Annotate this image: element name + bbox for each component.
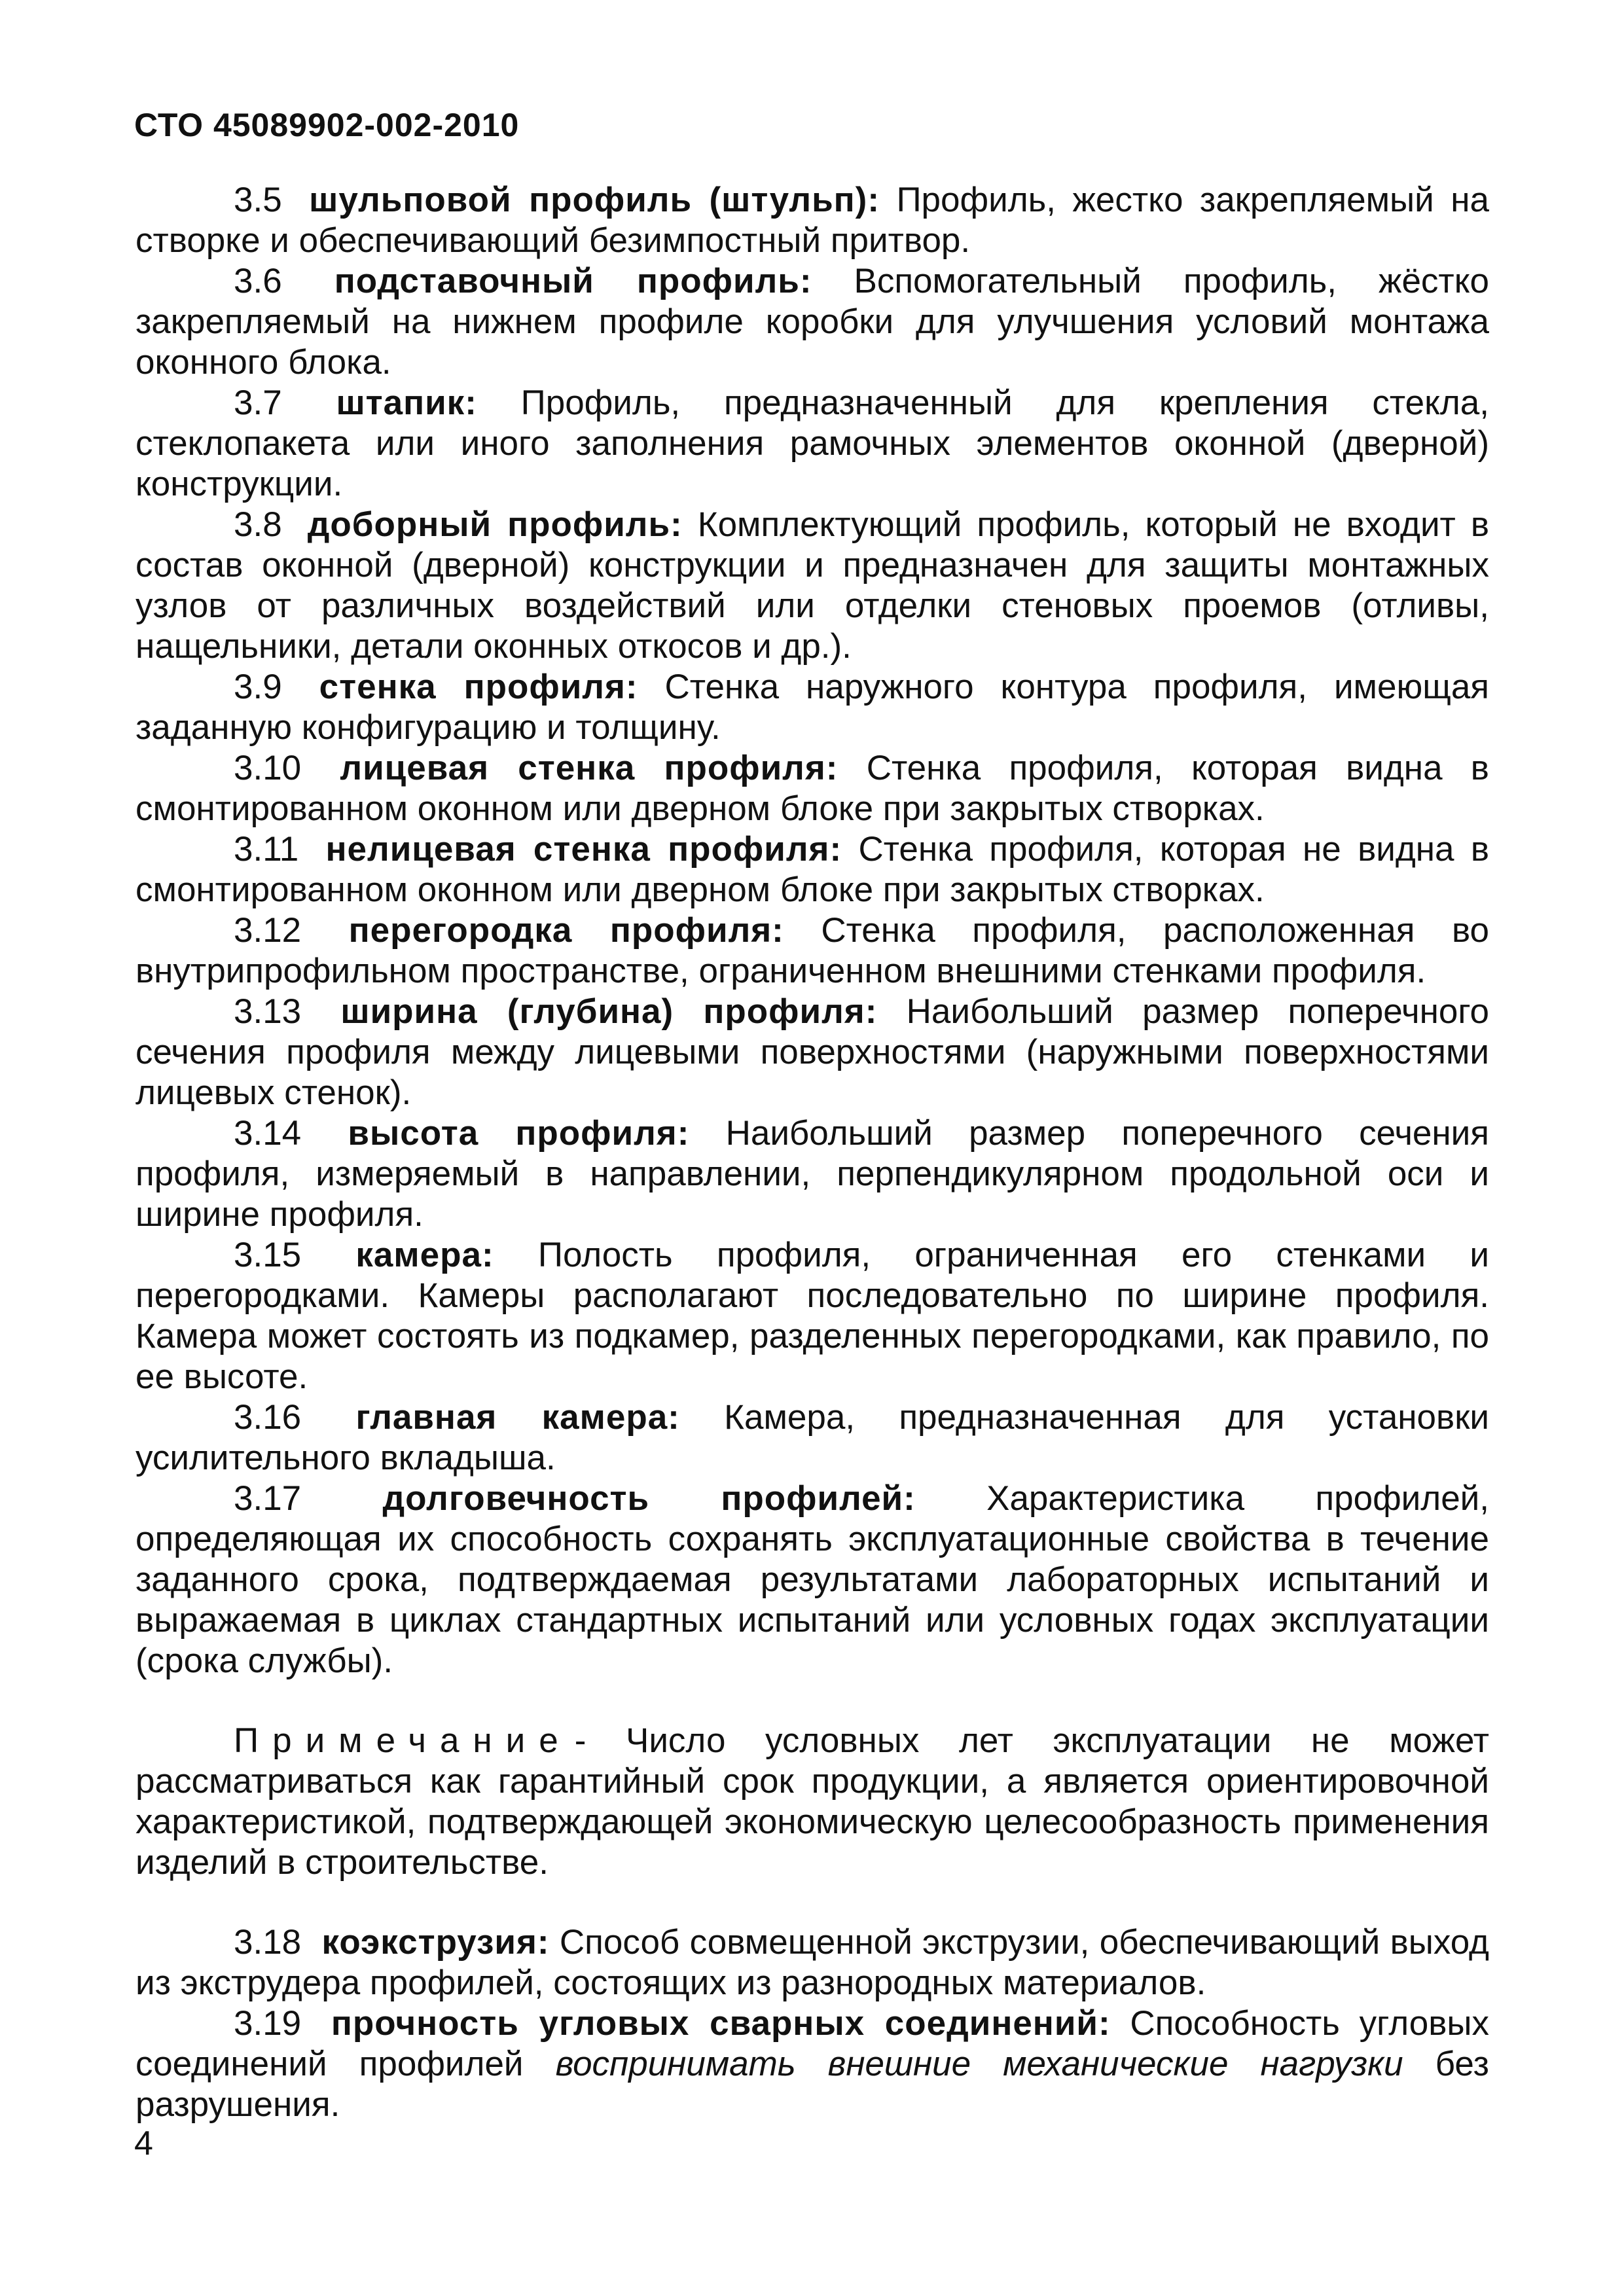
definition-term: штапик: [336, 384, 477, 422]
definition-item [135, 2003, 1489, 2125]
definition-term: камера: [355, 1236, 494, 1274]
definition-text-italic: воспринимать внешние механические нагрузки [555, 2045, 1403, 2083]
definition-text: Стенка профиля, которая видна в смонтированном оконном или дверном блоке при закрытых створках. [135, 749, 1489, 828]
definition-text: Способ совмещенной экструзии, обеспечивающий выход из экструдера профилей, состоящих из разнородных материалов. [135, 1923, 1489, 2002]
definition-number: 3.18 [234, 1923, 302, 1962]
definition-text: Стенка наружного контура профиля, имеющая заданную конфигурацию и толщину. [135, 668, 1490, 747]
definition-item [135, 1235, 1489, 1397]
definition-number: 3.12 [234, 911, 302, 950]
definition-number: 3.19 [234, 2004, 302, 2043]
definition-text: Стенка профиля, которая не видна в смонтированном оконном или дверном блоке при закрытых створках. [135, 830, 1489, 909]
definition-number: 3.5 [234, 181, 282, 219]
definition-number: 3.10 [234, 749, 302, 787]
definition-item [135, 829, 1489, 910]
definition-item [135, 1113, 1489, 1235]
definition-item [135, 910, 1489, 992]
definition-term: перегородка профиля: [348, 911, 784, 950]
definition-item [135, 748, 1489, 829]
definition-number: 3.7 [234, 384, 282, 422]
definition-term: шульповой профиль (штульп): [309, 181, 880, 219]
definition-text: Наибольший размер поперечного сечения профиля между лицевыми поверхностями (наружными поверхностями лицевых стенок). [135, 992, 1489, 1112]
definition-text: Профиль, жестко закрепляемый на створке и обеспечивающий безимпостный притвор. [135, 181, 1489, 260]
definition-number: 3.8 [234, 505, 282, 544]
definition-item [135, 667, 1489, 748]
definitions-section [135, 180, 1489, 2125]
definition-item [135, 992, 1489, 1113]
definition-term: лицевая стенка профиля: [340, 749, 839, 787]
definition-item [135, 1397, 1489, 1479]
definition-text-end: без разрушения. [135, 2045, 1489, 2124]
definition-item [135, 180, 1489, 261]
definition-number: 3.17 [234, 1479, 302, 1518]
document-code-header: СТО 45089902-002-2010 [134, 107, 520, 143]
definition-text: Характеристика профилей, определяющая их способность сохранять эксплуатационные свойства в течение заданного срока, подтверждаемая результатами лабораторных испытаний и выражаемая в циклах стандартных испытаний или условных годах эксплуатации (срока службы). [135, 1479, 1490, 1680]
definition-number: 3.11 [234, 830, 299, 869]
definition-term: высота профиля: [348, 1114, 690, 1153]
definition-term: прочность угловых сварных соединений: [331, 2004, 1111, 2043]
definition-number: 3.6 [234, 262, 282, 300]
definition-item [135, 383, 1489, 505]
definition-item [135, 1479, 1489, 1681]
definition-number: 3.13 [234, 992, 302, 1031]
note-label: Примечание [234, 1721, 572, 1760]
definition-text: Полость профиля, ограниченная его стенками и перегородками. Камеры располагают последовательно по ширине профиля. Камера может состоять из подкамер, разделенных перегородками, как правило, по ее высоте. [135, 1236, 1489, 1396]
definition-term: подставочный профиль: [334, 262, 812, 300]
definition-term: нелицевая стенка профиля: [325, 830, 842, 869]
note-text: - Число условных лет эксплуатации не может рассматриваться как гарантийный срок продукции, а является ориентировочной характеристикой, подтверждающей экономическую целесообразность применения изделий в строительстве. [135, 1721, 1489, 1882]
definition-text: Способность угловых соединений профилей [135, 2004, 1489, 2083]
definition-text: Стенка профиля, расположенная во внутрипрофильном пространстве, ограниченном внешними стенками профиля. [135, 911, 1489, 990]
definition-term: ширина (глубина) профиля: [340, 992, 878, 1031]
definition-text: Вспомогательный профиль, жёстко закрепляемый на нижнем профиле коробки для улучшения условий монтажа оконного блока. [135, 262, 1489, 382]
definition-text: Комплектующий профиль, который не входит в состав оконной (дверной) конструкции и предназначен для защиты монтажных узлов от различных воздействий или отделки стеновых проемов (отливы, нащельники, детали оконных откосов и др.). [135, 505, 1489, 666]
definition-term: стенка профиля: [319, 668, 638, 706]
definition-number: 3.9 [234, 668, 282, 706]
definition-text: Профиль, предназначенный для крепления стекла, стеклопакета или иного заполнения рамочных элементов оконной (дверной) конструкции. [135, 384, 1489, 503]
definition-term: коэкструзия: [321, 1923, 550, 1962]
page-number: 4 [134, 2125, 153, 2162]
definition-text: Камера, предназначенная для установки усилительного вкладыша. [135, 1398, 1489, 1477]
definition-number: 3.14 [234, 1114, 302, 1153]
definition-text: Наибольший размер поперечного сечения профиля, измеряемый в направлении, перпендикулярном продольной оси и ширине профиля. [135, 1114, 1489, 1234]
definition-number: 3.16 [234, 1398, 302, 1437]
definition-number: 3.15 [234, 1236, 302, 1274]
definition-term: долговечность профилей: [382, 1479, 916, 1518]
note-paragraph [135, 1721, 1489, 1883]
definition-item [135, 1922, 1489, 2003]
definition-item [135, 505, 1489, 667]
definition-item [135, 261, 1489, 383]
definition-term: главная камера: [355, 1398, 680, 1437]
definition-term: доборный профиль: [307, 505, 683, 544]
